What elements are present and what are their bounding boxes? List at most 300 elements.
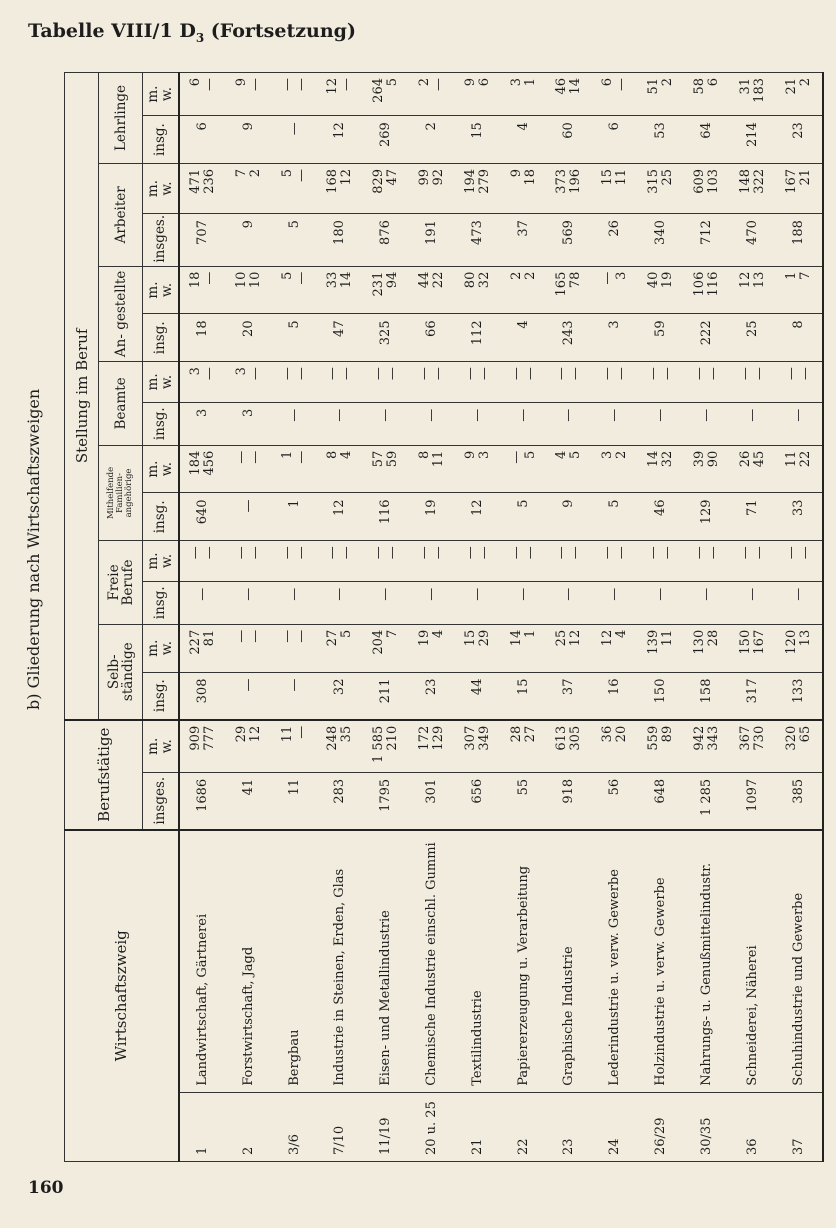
cell-be-total: — [501, 402, 547, 445]
cell-ar-total: 876 [363, 214, 409, 267]
cell-ar-w: 11 [614, 168, 630, 186]
cell-ar-total: 470 [730, 214, 776, 267]
subheader-bt-total: insges. [143, 772, 179, 829]
cell-be-total: — [455, 402, 501, 445]
cell-le-mw [272, 73, 318, 116]
subheader-m: m. [145, 180, 162, 198]
cell-bt-m: 942 [691, 725, 707, 751]
cell-be-mw [592, 362, 638, 403]
cell-se-w: — [293, 629, 309, 643]
cell-fa-m: 9 [462, 450, 478, 459]
cell-be-m: — [325, 367, 341, 381]
row-code: 7/10 [318, 1092, 364, 1161]
cell-fb-total: — [363, 581, 409, 624]
cell-bt-m: 613 [554, 725, 570, 751]
cell-le-w: — [293, 78, 309, 91]
cell-le-w: 5 [385, 78, 401, 87]
cell-ar-m: 5 [279, 168, 295, 178]
cell-an-total: 222 [684, 314, 730, 362]
cell-fa-m: 8 [325, 450, 341, 459]
cell-se-w: 13 [797, 629, 813, 647]
cell-bt-mw [684, 720, 730, 773]
cell-fa-m: 3 [600, 450, 616, 459]
cell-se-total: 211 [363, 672, 409, 720]
cell-fa-w: 59 [385, 450, 401, 468]
table-row [501, 73, 547, 1162]
cell-fa-m: — [508, 450, 524, 464]
cell-fa-w: — [247, 450, 263, 464]
cell-ar-m: 829 [371, 168, 387, 194]
cell-be-w: — [476, 367, 492, 381]
cell-an-m: — [600, 271, 616, 285]
row-branch-name: Schneiderei, Näherei [730, 830, 776, 1093]
cell-fb-w: — [201, 546, 217, 560]
cell-ar-w: 25 [660, 168, 675, 186]
cell-se-mw [318, 624, 364, 672]
cell-ar-total: 5 [272, 214, 318, 267]
cell-an-total: 325 [363, 314, 409, 362]
cell-fa-mw [272, 445, 318, 493]
subheader-m: m. [145, 281, 162, 299]
cell-an-total: 112 [455, 314, 501, 362]
cell-ar-mw [638, 163, 684, 213]
row-code: 20 u. 25 [409, 1092, 455, 1161]
cell-be-total: — [592, 402, 638, 445]
cell-fb-mw [363, 541, 409, 582]
cell-ar-mw [501, 163, 547, 213]
cell-le-w: 6 [476, 78, 492, 87]
cell-le-w: — [431, 78, 447, 91]
cell-bt-m: 909 [187, 725, 203, 751]
cell-bt-mw [547, 720, 593, 773]
cell-be-w: — [614, 367, 630, 381]
cell-fb-total: — [684, 581, 730, 624]
subheader-ar-mw [143, 163, 179, 213]
cell-be-w: — [660, 367, 675, 381]
cell-fa-mw [592, 445, 638, 493]
cell-an-mw [272, 266, 318, 314]
cell-se-total: — [226, 672, 272, 720]
cell-be-w: — [431, 367, 447, 381]
cell-le-m: — [279, 78, 295, 91]
cell-an-w: 116 [705, 271, 721, 297]
cell-an-total: 4 [501, 314, 547, 362]
cell-be-mw [455, 362, 501, 403]
cell-ar-m: 167 [783, 168, 799, 194]
table-row [363, 73, 409, 1162]
cell-se-mw [272, 624, 318, 672]
table-row [179, 73, 226, 1162]
rotated-table-container [64, 72, 824, 1162]
cell-ar-w: 21 [797, 168, 813, 186]
cell-le-mw [318, 73, 364, 116]
cell-an-total: 59 [638, 314, 684, 362]
cell-be-m: — [737, 367, 753, 381]
subheader-w: w. [159, 461, 176, 477]
cell-le-total: 4 [501, 116, 547, 164]
cell-bt-total: 1795 [363, 772, 409, 829]
cell-fa-mw [455, 445, 501, 493]
cell-fa-mw [684, 445, 730, 493]
cell-fa-total: 46 [638, 493, 684, 541]
cell-le-total: 64 [684, 116, 730, 164]
cell-le-w: 183 [751, 78, 767, 103]
cell-be-total: — [684, 402, 730, 445]
cell-bt-mw [318, 720, 364, 773]
cell-an-m: 18 [187, 271, 203, 289]
cell-an-w: 78 [568, 271, 584, 289]
cell-bt-total: 1097 [730, 772, 776, 829]
row-branch-name: Industrie in Steinen, Erden, Glas [318, 830, 364, 1093]
cell-fa-total: 640 [179, 493, 226, 541]
cell-se-m: 227 [187, 629, 203, 655]
cell-an-total: 20 [226, 314, 272, 362]
cell-ar-m: 471 [187, 168, 203, 194]
cell-ar-m: 99 [417, 168, 433, 186]
cell-fb-w: — [522, 546, 538, 560]
cell-bt-mw [776, 720, 824, 773]
cell-an-mw [455, 266, 501, 314]
row-code: 1 [179, 1092, 226, 1161]
cell-fa-m: 57 [371, 450, 387, 468]
cell-fb-m: — [554, 546, 570, 560]
cell-fa-m: 8 [417, 450, 433, 459]
cell-an-m: 2 [508, 271, 524, 280]
row-branch-name: Forstwirtschaft, Jagd [226, 830, 272, 1093]
cell-fa-mw [409, 445, 455, 493]
cell-le-mw [684, 73, 730, 116]
cell-an-mw [363, 266, 409, 314]
cell-an-m: 106 [691, 271, 707, 297]
subheader-fa-mw [143, 445, 179, 493]
cell-an-w: 94 [385, 271, 401, 289]
cell-le-mw [592, 73, 638, 116]
cell-fb-mw [730, 541, 776, 582]
cell-ar-mw [592, 163, 638, 213]
cell-le-m: 6 [187, 78, 203, 87]
cell-an-w: 19 [660, 271, 675, 289]
cell-bt-w: 65 [797, 725, 813, 743]
cell-fb-w: — [614, 546, 630, 560]
cell-se-mw [776, 624, 824, 672]
cell-bt-mw [272, 720, 318, 773]
cell-fa-mw [363, 445, 409, 493]
subheader-ar-total: insges. [143, 214, 179, 267]
cell-se-mw [684, 624, 730, 672]
row-code: 11/19 [363, 1092, 409, 1161]
cell-ar-w: 196 [568, 168, 584, 194]
cell-fb-mw [455, 541, 501, 582]
cell-bt-w: 89 [660, 725, 675, 743]
cell-fb-m: — [646, 546, 661, 560]
cell-se-m: 204 [371, 629, 387, 655]
cell-le-m: 12 [325, 78, 341, 95]
cell-ar-total: 712 [684, 214, 730, 267]
subheader-le-total: insg. [143, 116, 179, 164]
row-code: 2 [226, 1092, 272, 1161]
cell-fb-m: — [371, 546, 387, 560]
cell-fb-m: — [417, 546, 433, 560]
cell-se-total: 16 [592, 672, 638, 720]
cell-fa-total: 5 [501, 493, 547, 541]
cell-ar-w: 92 [431, 168, 447, 186]
cell-bt-m: 559 [646, 725, 661, 751]
cell-bt-total: 656 [455, 772, 501, 829]
cell-fa-w: 32 [660, 450, 675, 468]
cell-fb-total: — [776, 581, 824, 624]
cell-fa-m: 11 [783, 450, 799, 468]
cell-bt-w: 777 [201, 725, 217, 751]
cell-le-total: 6 [592, 116, 638, 164]
row-branch-name: Graphische Industrie [547, 830, 593, 1093]
cell-se-m: — [279, 629, 295, 643]
cell-an-w: 13 [751, 271, 767, 289]
cell-an-total: 8 [776, 314, 824, 362]
cell-an-m: 231 [371, 271, 387, 297]
cell-bt-w: 27 [522, 725, 538, 743]
cell-an-total: 3 [592, 314, 638, 362]
cell-an-total: 5 [272, 314, 318, 362]
cell-fa-w: 4 [339, 450, 355, 459]
cell-le-total: 214 [730, 116, 776, 164]
cell-le-mw [363, 73, 409, 116]
cell-fa-m: 14 [646, 450, 661, 468]
cell-se-total: 37 [547, 672, 593, 720]
cell-fb-mw [318, 541, 364, 582]
row-code: 24 [592, 1092, 638, 1161]
cell-se-total: 15 [501, 672, 547, 720]
subheader-w: w. [159, 181, 176, 196]
cell-fb-total: — [455, 581, 501, 624]
cell-fa-total: 129 [684, 493, 730, 541]
cell-be-w: — [385, 367, 401, 381]
cell-be-mw [501, 362, 547, 403]
cell-fb-mw [501, 541, 547, 582]
cell-fb-m: — [325, 546, 341, 560]
cell-se-mw [409, 624, 455, 672]
cell-bt-mw [592, 720, 638, 773]
header-apprentices: Lehrlinge [99, 73, 143, 164]
cell-le-m: 264 [371, 78, 387, 103]
cell-ar-m: 15 [600, 168, 616, 186]
row-branch-name: Nahrungs- u. Genußmittelindustr. [684, 830, 730, 1093]
cell-an-mw [592, 266, 638, 314]
table-row [409, 73, 455, 1162]
cell-se-mw [730, 624, 776, 672]
cell-le-w: — [339, 78, 355, 91]
cell-ar-mw [318, 163, 364, 213]
cell-le-m: 51 [646, 78, 661, 95]
cell-be-total: 3 [226, 402, 272, 445]
cell-le-m: 9 [233, 78, 249, 87]
cell-fb-m: — [462, 546, 478, 560]
cell-an-mw [179, 266, 226, 314]
cell-le-m: 31 [737, 78, 753, 95]
table-row [684, 73, 730, 1162]
cell-se-m: 139 [646, 629, 661, 655]
cell-an-m: 80 [462, 271, 478, 289]
cell-bt-mw [409, 720, 455, 773]
cell-an-mw [318, 266, 364, 314]
subheader-bt-mw [143, 720, 179, 773]
cell-le-mw [730, 73, 776, 116]
cell-bt-w: 210 [385, 725, 401, 751]
cell-be-w: — [247, 367, 263, 381]
cell-fa-mw [318, 445, 364, 493]
cell-se-w: 81 [201, 629, 217, 647]
subheader-an-total: insg. [143, 314, 179, 362]
subheader-m: m. [145, 85, 162, 103]
cell-an-mw [776, 266, 824, 314]
cell-ar-mw [179, 163, 226, 213]
cell-bt-mw [501, 720, 547, 773]
cell-an-w: 32 [476, 271, 492, 289]
cell-fb-mw [547, 541, 593, 582]
cell-se-mw [179, 624, 226, 672]
cell-se-w: 11 [660, 629, 675, 647]
table-row [638, 73, 684, 1162]
header-free-professions: Freie Berufe [99, 541, 143, 625]
cell-fb-mw [776, 541, 824, 582]
cell-le-total: 9 [226, 116, 272, 164]
cell-se-m: 19 [417, 629, 433, 647]
cell-be-mw [776, 362, 824, 403]
cell-bt-total: 56 [592, 772, 638, 829]
cell-se-mw [226, 624, 272, 672]
cell-fb-m: — [783, 546, 799, 560]
cell-bt-m: 28 [508, 725, 524, 743]
cell-bt-mw [638, 720, 684, 773]
cell-an-m: 44 [417, 271, 433, 289]
cell-le-mw [455, 73, 501, 116]
table-row [272, 73, 318, 1162]
cell-se-mw [547, 624, 593, 672]
cell-se-mw [501, 624, 547, 672]
cell-ar-w: 322 [751, 168, 767, 194]
subheader-fa-total: insg. [143, 493, 179, 541]
table-row [318, 73, 364, 1162]
cell-ar-w: 2 [247, 168, 263, 178]
cell-le-m: 2 [417, 78, 433, 87]
cell-bt-total: 11 [272, 772, 318, 829]
cell-bt-mw [455, 720, 501, 773]
cell-an-m: 1 [783, 271, 799, 280]
table-row [592, 73, 638, 1162]
cell-bt-w: 12 [247, 725, 263, 743]
cell-bt-w: 349 [476, 725, 492, 751]
cell-se-m: 120 [783, 629, 799, 655]
cell-fb-w: — [568, 546, 584, 560]
cell-fb-total: — [730, 581, 776, 624]
cell-bt-total: 1686 [179, 772, 226, 829]
cell-bt-mw [179, 720, 226, 773]
statistics-table [64, 72, 824, 1162]
cell-fb-total: — [226, 581, 272, 624]
cell-fa-w: 22 [797, 450, 813, 468]
cell-be-w: — [568, 367, 584, 381]
cell-be-mw [409, 362, 455, 403]
cell-be-mw [226, 362, 272, 403]
cell-se-m: — [233, 629, 249, 643]
cell-se-w: 167 [751, 629, 767, 655]
cell-an-mw [501, 266, 547, 314]
cell-be-total: — [547, 402, 593, 445]
cell-fb-total: — [638, 581, 684, 624]
cell-an-m: 12 [737, 271, 753, 289]
cell-ar-total: 180 [318, 214, 364, 267]
cell-be-m: — [554, 367, 570, 381]
row-code: 3/6 [272, 1092, 318, 1161]
cell-le-m: 9 [462, 78, 478, 87]
cell-ar-total: 9 [226, 214, 272, 267]
cell-le-total: 15 [455, 116, 501, 164]
cell-le-mw [501, 73, 547, 116]
cell-an-m: 10 [233, 271, 249, 289]
cell-bt-m: 29 [233, 725, 249, 743]
cell-ar-total: 569 [547, 214, 593, 267]
cell-le-m: 21 [783, 78, 799, 95]
cell-le-w: 14 [568, 78, 584, 95]
subheader-w: w. [159, 374, 176, 390]
cell-se-m: 150 [737, 629, 753, 655]
cell-be-mw [179, 362, 226, 403]
cell-le-total: 53 [638, 116, 684, 164]
header-self-employed: Selb- ständige [99, 624, 143, 720]
cell-se-mw [592, 624, 638, 672]
row-branch-name: Lederindustrie u. verw. Gewerbe [592, 830, 638, 1093]
cell-ar-w: 279 [476, 168, 492, 194]
cell-bt-m: 248 [325, 725, 341, 751]
cell-an-w: 2 [522, 271, 538, 280]
cell-se-m: 25 [554, 629, 570, 647]
cell-fb-w: — [431, 546, 447, 560]
cell-fa-mw [776, 445, 824, 493]
cell-ar-total: 340 [638, 214, 684, 267]
cell-le-w: 1 [522, 78, 538, 87]
cell-fb-w: — [339, 546, 355, 560]
header-employed: Berufstätige [65, 720, 143, 830]
cell-bt-total: 1 285 [684, 772, 730, 829]
cell-be-mw [272, 362, 318, 403]
cell-be-m: — [279, 367, 295, 381]
cell-be-mw [684, 362, 730, 403]
cell-fa-w: — [293, 450, 309, 464]
cell-be-total: — [730, 402, 776, 445]
cell-fb-mw [684, 541, 730, 582]
cell-ar-w: 236 [201, 168, 217, 194]
cell-bt-mw [730, 720, 776, 773]
cell-ar-total: 37 [501, 214, 547, 267]
header-officials: Beamte [99, 362, 143, 446]
cell-se-total: 44 [455, 672, 501, 720]
cell-ar-mw [730, 163, 776, 213]
cell-ar-m: 7 [233, 168, 249, 178]
cell-an-w: — [293, 271, 309, 285]
cell-bt-w: 35 [339, 725, 355, 743]
cell-fa-total: 12 [455, 493, 501, 541]
cell-fb-mw [179, 541, 226, 582]
cell-fb-mw [638, 541, 684, 582]
cell-bt-mw [363, 720, 409, 773]
cell-fa-mw [547, 445, 593, 493]
cell-fb-m: — [508, 546, 524, 560]
cell-an-m: 40 [646, 271, 661, 289]
cell-be-m: — [691, 367, 707, 381]
cell-be-mw [363, 362, 409, 403]
cell-ar-m: 609 [691, 168, 707, 194]
cell-le-total: 269 [363, 116, 409, 164]
cell-fb-mw [272, 541, 318, 582]
